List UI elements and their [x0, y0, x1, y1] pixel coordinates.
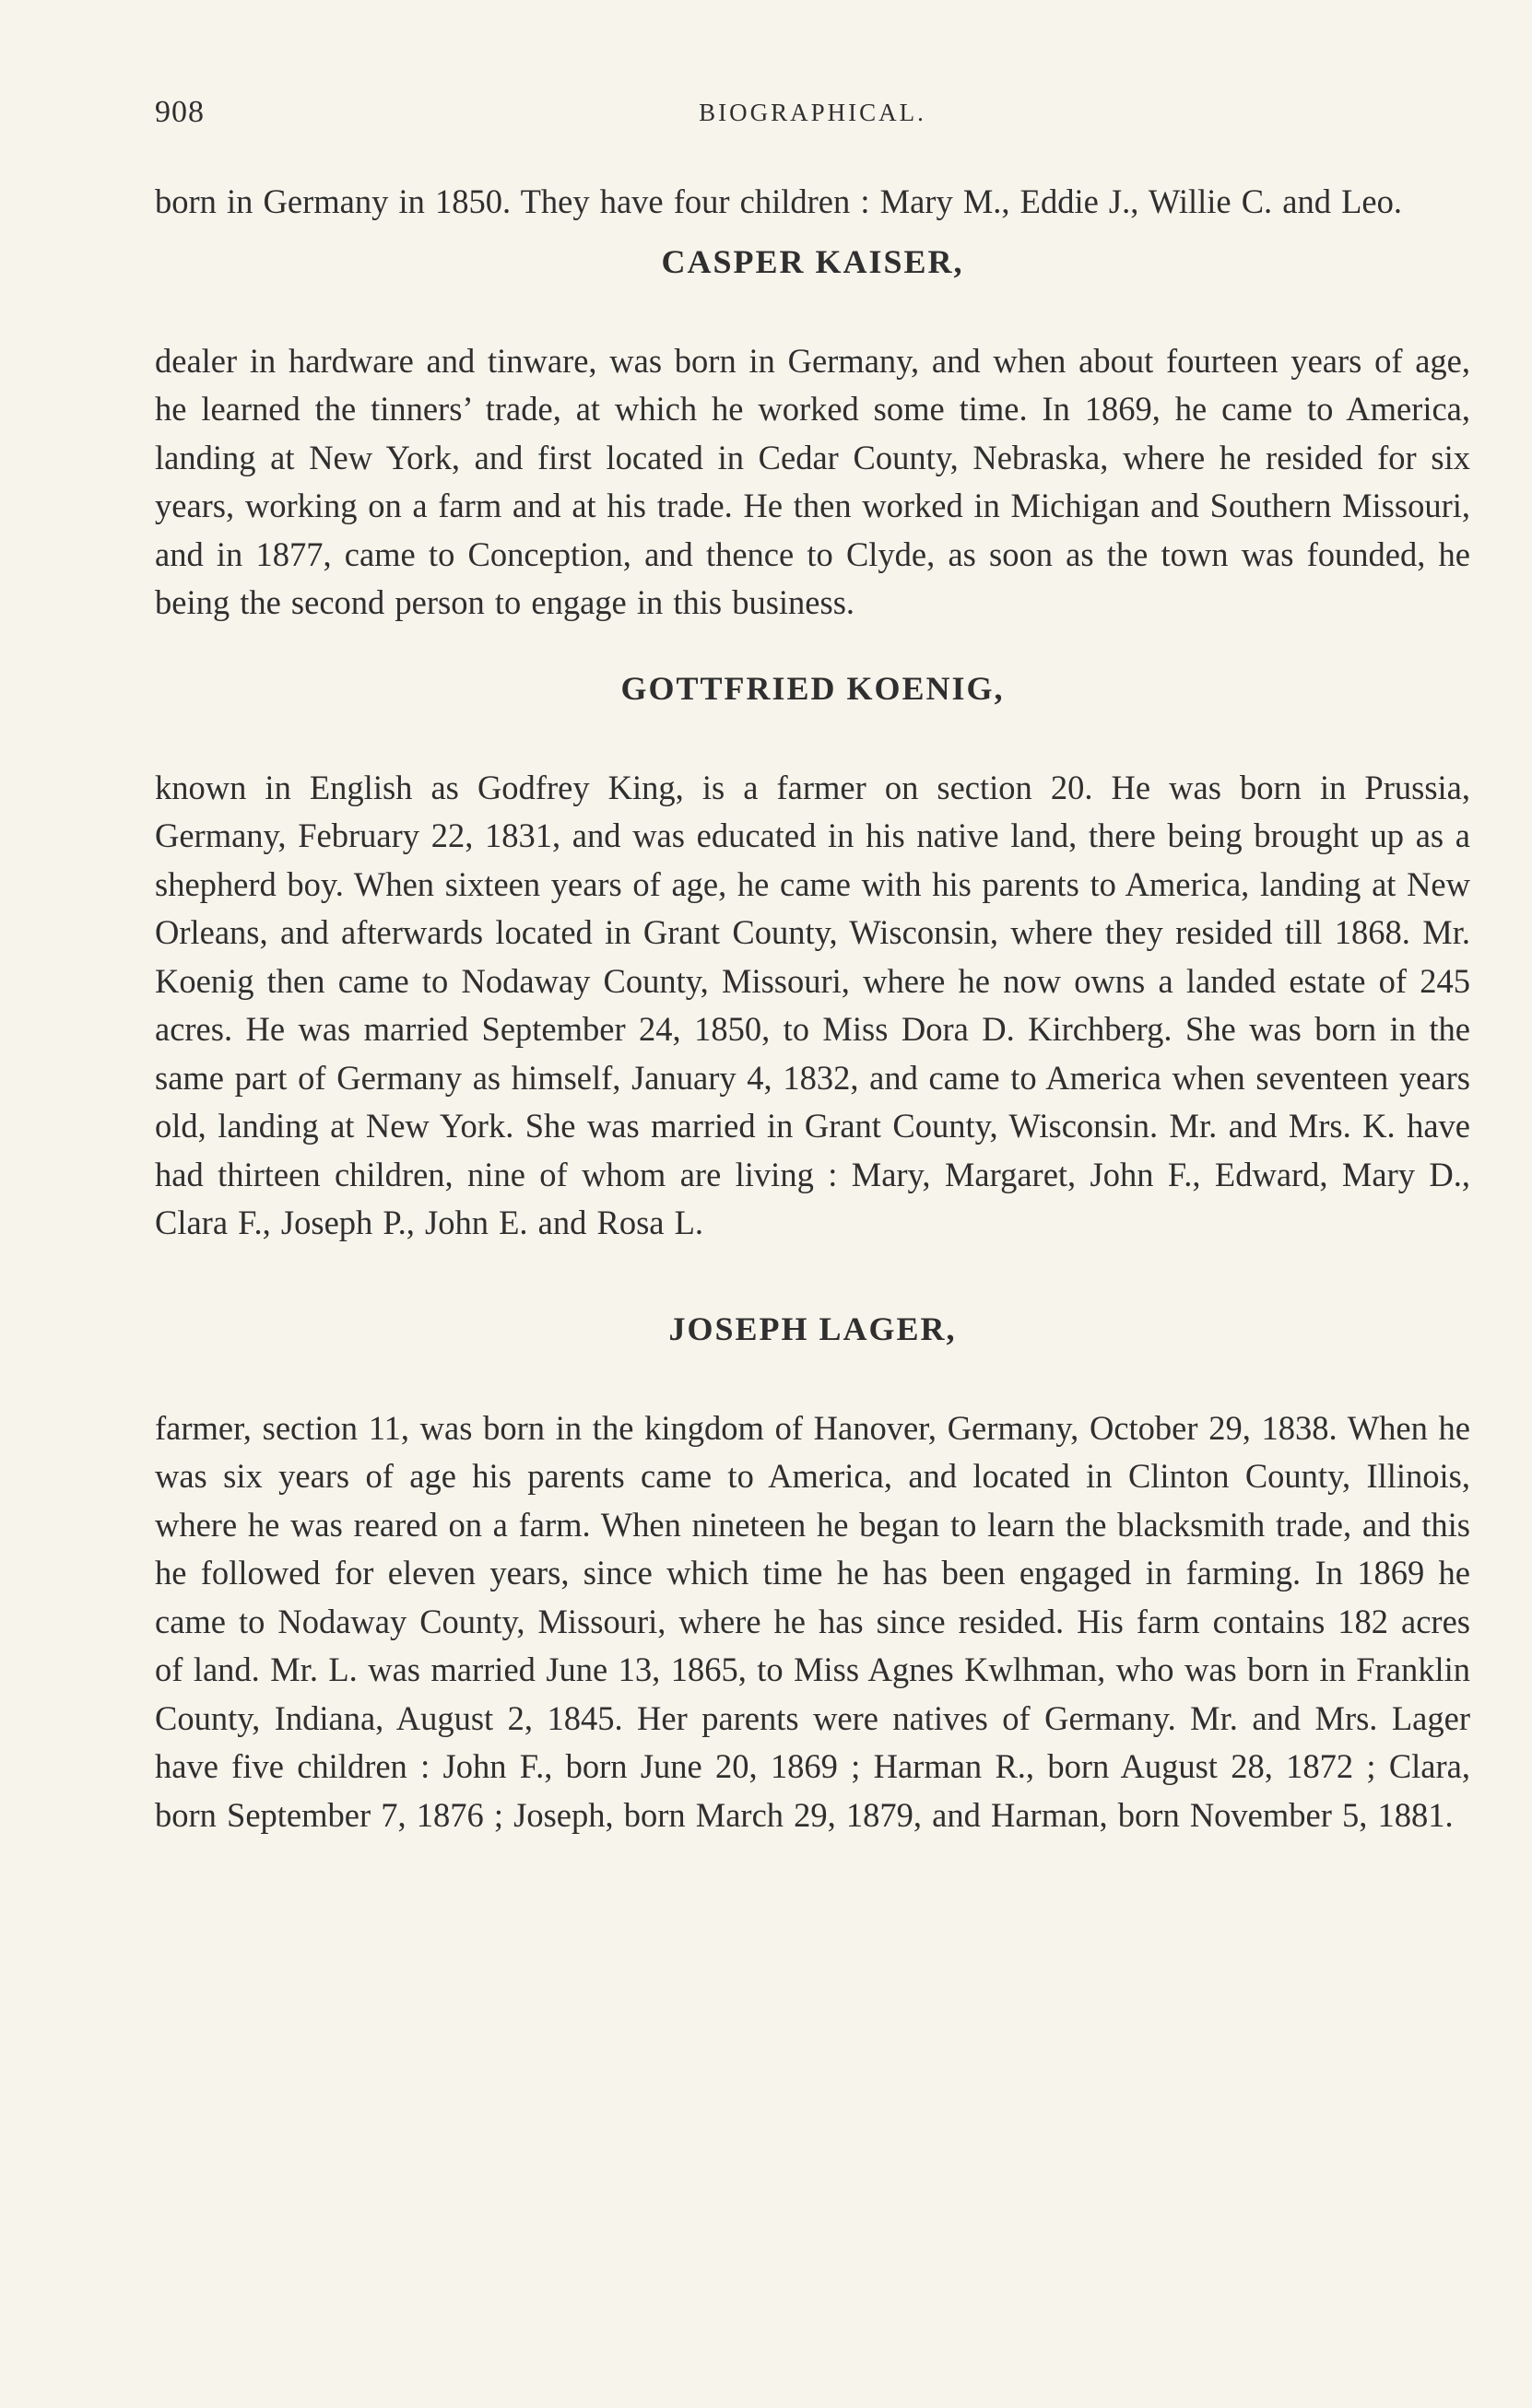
running-head: [155, 95, 1470, 141]
kaiser-paragraph: dealer in hardware and tinware, was born in Germany, and when about fourteen years of age, he learned the tinners’ trade, at which he worked some time. In 1869, he came to America, landing at New York, and first located in Cedar County, Nebraska, where he resided for six years, working on a farm and at his trade. He then worked in Michigan and Southern Missouri, and in 1877, came to Conception, and thence to Clyde, as soon as the town was founded, he being the second person to engage in this business.: [155, 341, 1470, 621]
page-number: 908: [155, 95, 205, 129]
koenig-paragraph: known in English as Godfrey King, is a farmer on section 20. He was born in Prussia, Germany, February 22, 1831, and was educated in his native land, there being brought up as a shepherd boy. When sixteen years of age, he came with his parents to America, landing at New Orleans, and afterwards located in Grant County, Wisconsin, where they resided till 1868. Mr. Koenig then came to Nodaway County, Missouri, where he now owns a landed estate of 245 acres. He was married September 24, 1850, to Miss Dora D. Kirchberg. She was born in the same part of Germany as himself, January 4, 1832, and came to America when seventeen years old, landing at New York. She was married in Grant County, Wisconsin. Mr. and Mrs. K. have had thirteen children, nine of whom are living : Mary, Margaret, John F., Edward, Mary D., Clara F., Joseph P., John E. and Rosa L.: [155, 768, 1470, 1241]
lager-paragraph: farmer, section 11, was born in the kingdom of Hanover, Germany, October 29, 1838. When he was six years of age his parents came to America, and located in Clinton County, Illinois, where he was reared on a farm. When nineteen he began to learn the blacksmith trade, and this he followed for eleven years, since which time he has been engaged in farming. In 1869 he came to Nodaway County, Missouri, where he has since resided. His farm contains 182 acres of land. Mr. L. was married June 13, 1865, to Miss Agnes Kwlhman, who was born in Franklin County, Indiana, August 2, 1845. Her parents were natives of Germany. Mr. and Mrs. Lager have five children : John F., born June 20, 1869 ; Harman R., born August 28, 1872 ; Clara, born September 7, 1876 ; Joseph, born March 29, 1879, and Harman, born November 5, 1881.: [155, 1408, 1470, 1834]
kaiser-heading: CASPER KAISER,: [661, 242, 964, 280]
running-title: BIOGRAPHICAL.: [699, 99, 926, 126]
koenig-heading: GOTTFRIED KOENIG,: [620, 669, 1005, 707]
page-content: [155, 178, 1470, 1839]
intro-paragraph: born in Germany in 1850. They have four children : Mary M., Eddie J., Willie C. and Leo.: [155, 182, 1403, 220]
lager-heading: JOSEPH LAGER,: [668, 1310, 957, 1347]
